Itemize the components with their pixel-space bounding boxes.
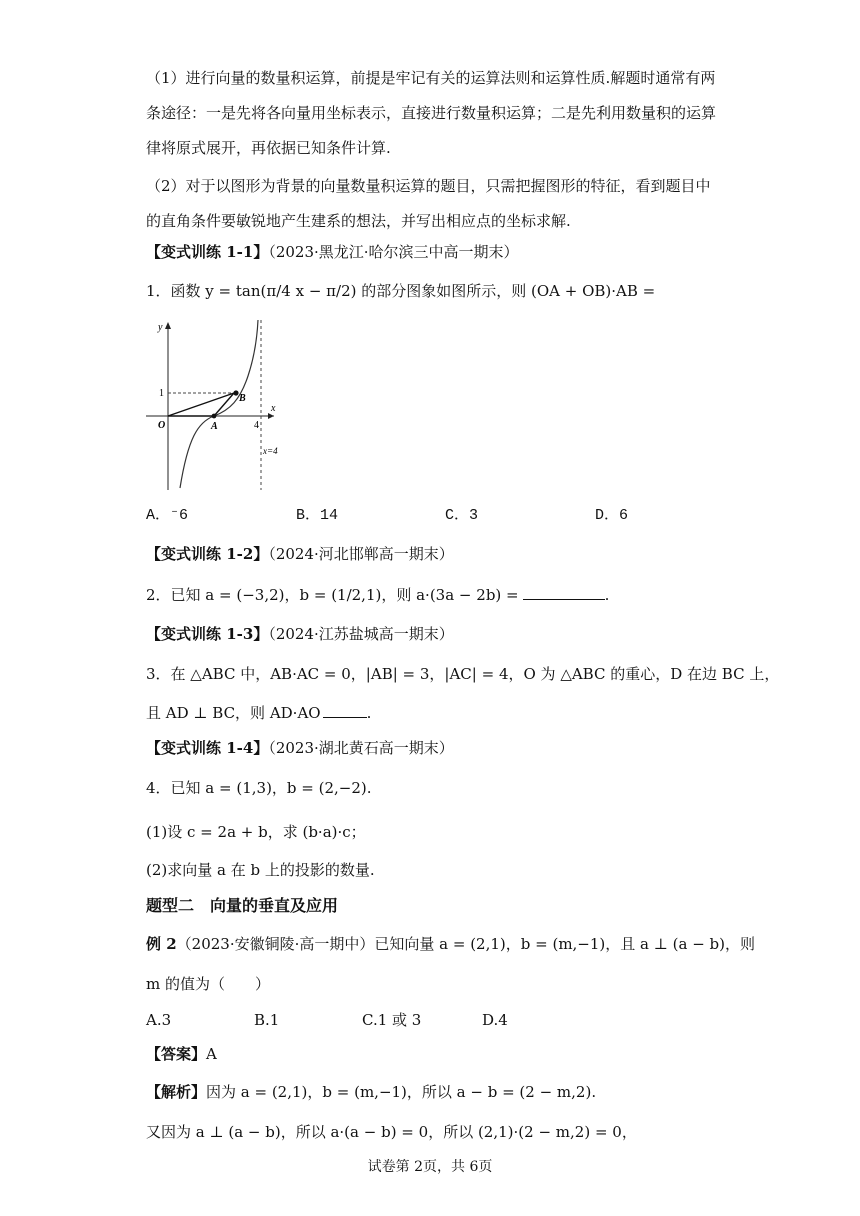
exercise-heading: 【变式训练 1-2】 xyxy=(146,545,269,563)
answer-line xyxy=(146,1044,217,1064)
exercise-1-4-question: 4．已知 a = (1,3)，b = (2,−2). xyxy=(146,779,372,797)
option-a: A．⁻6 xyxy=(146,507,189,524)
section-title: 题型二 向量的垂直及应用 xyxy=(146,896,339,915)
question-text: 2．已知 a = (−3,2)，b = (1/2,1)，则 a·(3a − 2b) = xyxy=(146,586,519,604)
answer-value: A xyxy=(206,1045,217,1063)
example-2-line2: m 的值为（ ） xyxy=(146,975,270,993)
intro-p1-line3: 律将原式展开，再依据已知条件计算. xyxy=(146,139,391,157)
example-option-a: A.3 xyxy=(146,1011,172,1029)
intro-p2-line2: 的直角条件要敏锐地产生建系的想法，并写出相应点的坐标求解. xyxy=(146,212,571,230)
tan-function-graph xyxy=(146,318,276,493)
analysis-label: 【解析】 xyxy=(146,1083,207,1101)
example-option-b: B.1 xyxy=(254,1011,280,1029)
intro-p2-line1: （2）对于以图形为背景的向量数量积运算的题目，只需把握图形的特征，看到题目中 xyxy=(146,177,711,195)
exercise-source: （2024·河北邯郸高一期末） xyxy=(268,545,454,563)
tick-label-4: 4 xyxy=(254,420,259,431)
question-text: 且 AD ⊥ BC，则 AD·AO xyxy=(146,704,321,722)
exercise-1-3-line2 xyxy=(146,703,371,723)
option-b: B．14 xyxy=(296,507,339,524)
page-footer: 试卷第 2页，共 6页 xyxy=(367,1159,493,1175)
answer-label: 【答案】 xyxy=(146,1045,207,1063)
exercise-1-1-question: 1．函数 y = tan(π/4 x − π/2) 的部分图象如图所示，则 (OA + OB)·AB = xyxy=(146,282,656,300)
exercise-1-4-sub1: (1)设 c = 2a + b，求 (b·a)·c； xyxy=(146,823,366,841)
question-tail: . xyxy=(604,586,610,604)
exercise-source: （2023·黑龙江·哈尔滨三中高一期末） xyxy=(268,243,519,261)
example-2-line1 xyxy=(146,934,755,954)
exercise-source: （2023·湖北黄石高一期末） xyxy=(268,739,454,757)
example-question-l1: （2023·安徽铜陵·高一期中）已知向量 a = (2,1)，b = (m,−1)，且 a ⊥ (a − b)，则 xyxy=(176,935,755,953)
exercise-source: （2024·江苏盐城高一期末） xyxy=(268,625,454,643)
analysis-line2: 又因为 a ⊥ (a − b)，所以 a·(a − b) = 0，所以 (2,1)·(2 − m,2) = 0， xyxy=(146,1123,637,1141)
option-c: C．3 xyxy=(445,507,479,524)
example-label: 例 2 xyxy=(146,935,177,953)
answer-blank xyxy=(323,703,367,718)
y-axis-arrow xyxy=(165,322,171,329)
exercise-heading: 【变式训练 1-3】 xyxy=(146,625,269,643)
exercise-heading: 【变式训练 1-1】 xyxy=(146,243,269,261)
point-b-label: B xyxy=(239,393,246,404)
intro-p1-line1: （1）进行向量的数量积运算，前提是牢记有关的运算法则和运算性质.解题时通常有两 xyxy=(146,69,716,87)
intro-p1-line2: 条途径：一是先将各向量用坐标表示，直接进行数量积运算；二是先利用数量积的运算 xyxy=(146,104,717,122)
exercise-1-2-header xyxy=(146,544,454,564)
example-option-d: D.4 xyxy=(482,1011,508,1029)
exercise-1-4-header xyxy=(146,738,454,758)
tick-label-1: 1 xyxy=(159,388,164,399)
x-axis-label: x xyxy=(271,403,276,414)
answer-blank xyxy=(523,585,605,600)
y-axis-label: y xyxy=(158,322,163,333)
tan-curve xyxy=(180,320,258,488)
example-option-c: C.1 或 3 xyxy=(362,1011,422,1029)
exercise-1-3-line1: 3．在 △ABC 中，AB·AC = 0，|AB| = 3，|AC| = 4，O 为 △ABC 的重心，D 在边 BC 上， xyxy=(146,665,780,683)
exercise-1-3-header xyxy=(146,624,454,644)
asymptote-label: x=4 xyxy=(263,446,278,456)
analysis-text-1: 因为 a = (2,1)，b = (m,−1)，所以 a − b = (2 − m,2). xyxy=(206,1083,597,1101)
question-tail: . xyxy=(366,704,372,722)
point-a-dot xyxy=(212,414,217,419)
point-b-dot xyxy=(233,390,238,395)
exercise-1-4-sub2: (2)求向量 a 在 b 上的投影的数量. xyxy=(146,861,375,879)
point-a-label: A xyxy=(211,421,218,432)
option-d: D．6 xyxy=(595,507,629,524)
analysis-line1 xyxy=(146,1082,596,1102)
exercise-heading: 【变式训练 1-4】 xyxy=(146,739,269,757)
exercise-1-1-header xyxy=(146,242,519,262)
exercise-1-2-question xyxy=(146,585,609,605)
origin-label: O xyxy=(158,420,166,431)
